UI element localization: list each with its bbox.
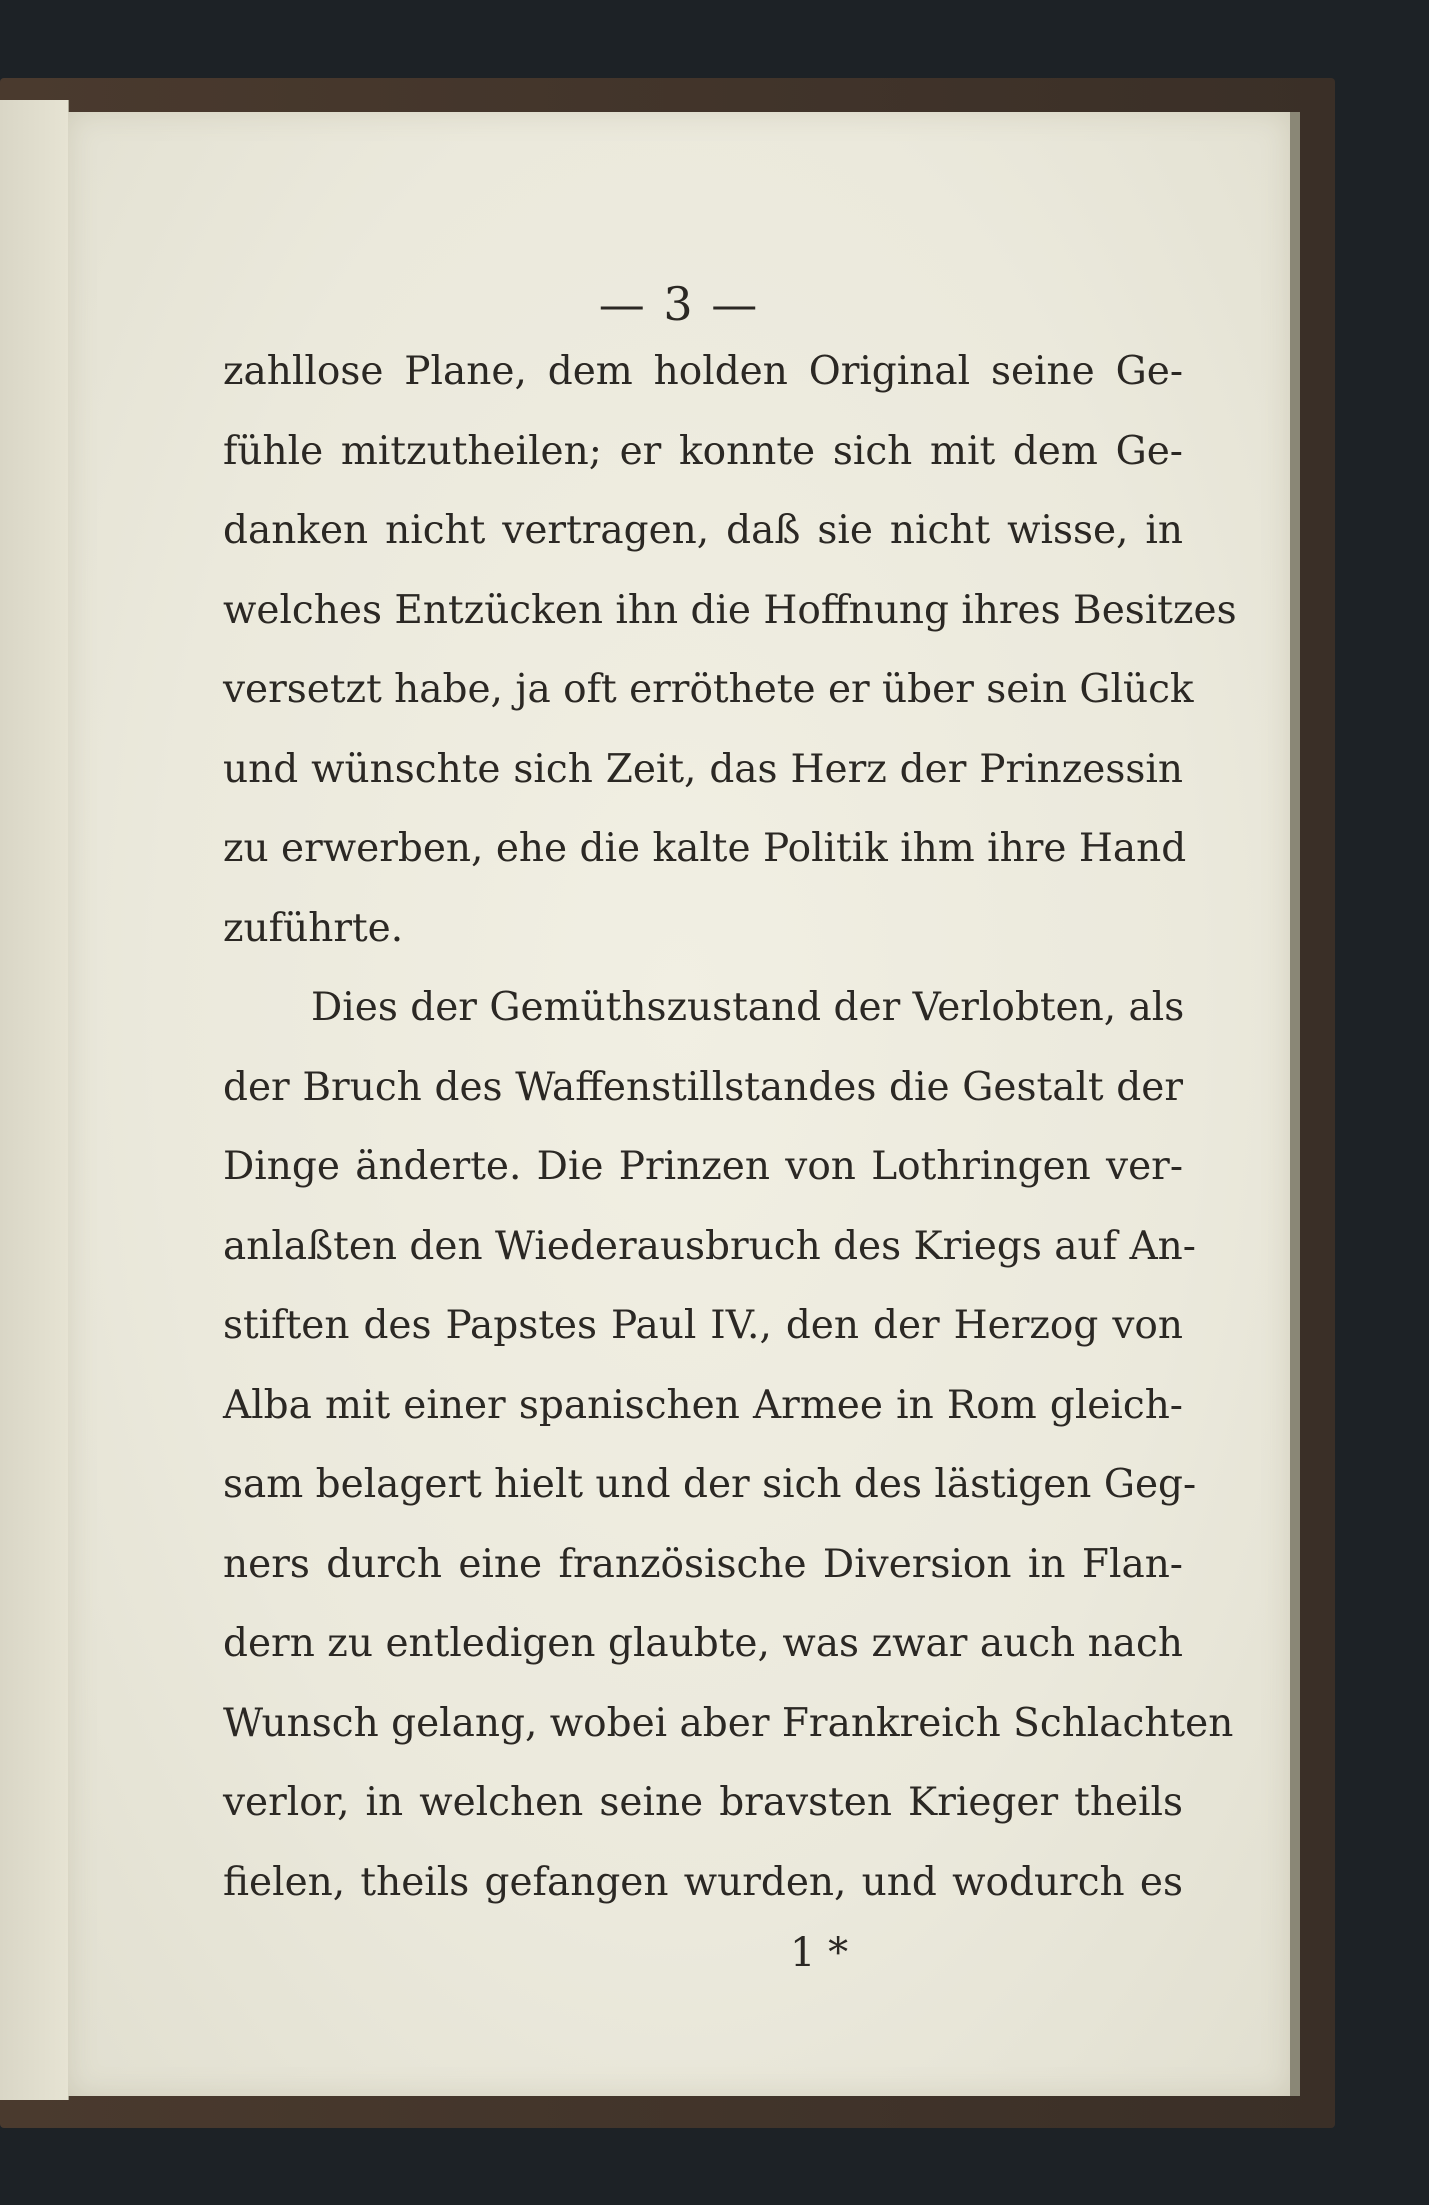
book-page	[68, 112, 1290, 2096]
text-line: zuführte.	[223, 905, 404, 951]
text-line: Dies der Gemüthszustand der Verlobten, als	[311, 985, 1185, 1030]
text-line: fühle mitzutheilen; er konnte sich mit dem Ge-	[223, 428, 1183, 474]
text-line: ners durch eine französische Diversion in Flan-	[223, 1541, 1183, 1587]
text-line: der Bruch des Waffenstillstandes die Gestalt der	[223, 1064, 1183, 1110]
body-text	[223, 332, 1237, 1922]
text-line: dern zu entledigen glaubte, was zwar auch nach	[223, 1621, 1183, 1666]
text-line: und wünschte sich Zeit, das Herz der Prinzessin	[223, 746, 1183, 792]
page-edge-shadow	[1290, 112, 1300, 2096]
text-line: zu erwerben, ehe die kalte Politik ihm ihre Hand	[223, 826, 1187, 871]
page-number-header: — 3 —	[598, 277, 760, 331]
text-line: fielen, theils gefangen wurden, und wodurch es	[223, 1859, 1183, 1905]
text-line: welches Entzücken ihn die Hoffnung ihres Besitzes	[223, 587, 1237, 633]
printer-signature-mark: 1 *	[790, 1930, 849, 1976]
text-line: Wunsch gelang, wobei aber Frankreich Schlachten	[223, 1700, 1234, 1746]
previous-page-edge	[0, 100, 69, 2100]
text-line: anlaßten den Wiederausbruch des Kriegs auf An-	[223, 1223, 1196, 1269]
text-line: verlor, in welchen seine bravsten Krieger theils	[223, 1780, 1183, 1825]
text-line: Alba mit einer spanischen Armee in Rom gleich-	[223, 1382, 1183, 1428]
text-line: versetzt habe, ja oft erröthete er über sein Glück	[223, 667, 1194, 712]
text-line: Dinge änderte. Die Prinzen von Lothringen ver-	[223, 1144, 1183, 1189]
text-line: stiften des Papstes Paul IV., den der Herzog von	[223, 1303, 1183, 1348]
text-line: sam belagert hielt und der sich des lästigen Geg-	[223, 1462, 1197, 1507]
text-line: danken nicht vertragen, daß sie nicht wisse, in	[223, 508, 1183, 553]
text-line: zahllose Plane, dem holden Original seine Ge-	[223, 349, 1183, 394]
